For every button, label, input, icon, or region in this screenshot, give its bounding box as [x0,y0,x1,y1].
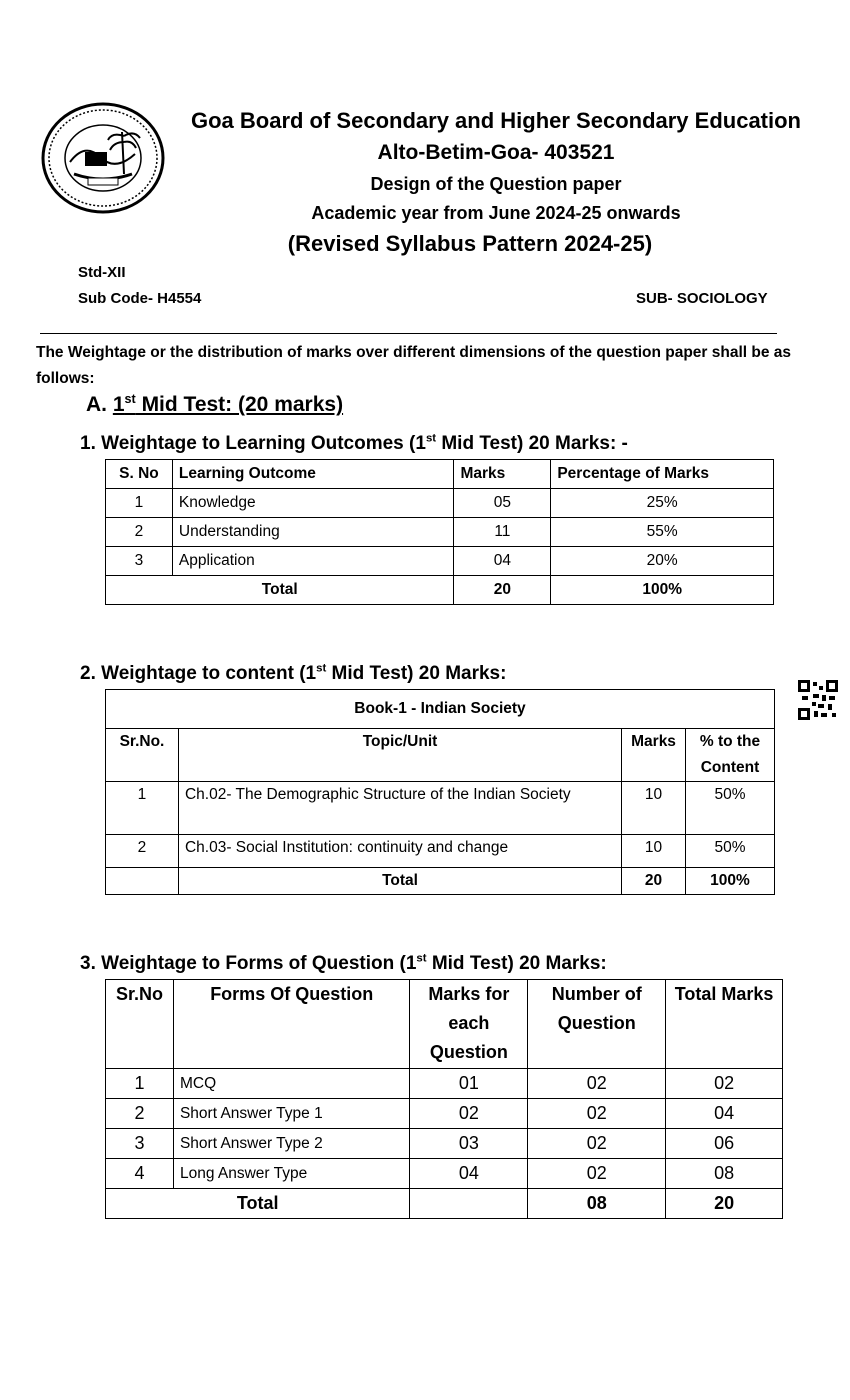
academic-year: Academic year from June 2024-25 onwards [311,203,681,223]
board-address: Alto-Betim-Goa- 403521 [377,141,615,164]
table-total-row: Total 08 20 [106,1189,783,1219]
section-a-heading: A. 1st Mid Test: (20 marks) [86,392,344,416]
table-total-row: Total 20 100% [106,576,774,605]
t2-heading: 2. Weightage to content (1st Mid Test) 20 Marks: [80,662,507,684]
table-row: 1 Knowledge 05 25% [106,489,774,518]
divider [40,333,777,334]
t1-heading: 1. Weightage to Learning Outcomes (1st Mid Test) 20 Marks: - [80,432,628,454]
table-total-row: Total 20 100% [106,868,775,895]
table-row: 3 Short Answer Type 2 03 02 06 [106,1129,783,1159]
table-row: 2 Short Answer Type 1 02 02 04 [106,1099,783,1129]
forms-of-question-table [105,979,783,1219]
table-row: 1 MCQ 01 02 02 [106,1069,783,1099]
sub-code: Sub Code- H4554 [78,290,202,307]
table-row: 2 Ch.03- Social Institution: continuity and change 10 50% [106,835,775,868]
table-header-row: Sr.No Forms Of Question Marks for each Question Number of Question Total Marks [106,980,783,1069]
table-row: 2 Understanding 11 55% [106,518,774,547]
table-row: 3 Application 04 20% [106,547,774,576]
learning-outcomes-table [105,459,774,605]
board-seal-icon [40,102,166,214]
content-weightage-table [105,689,775,895]
table-header-row: S. No Learning Outcome Marks Percentage of Marks [106,460,774,489]
table-header-row: Sr.No. Topic/Unit Marks % to the Content [106,729,775,782]
intro-text: The Weightage or the distribution of marks over different dimensions of the question paper shall be as follows: [36,344,792,387]
book-title-row: Book-1 - Indian Society [106,690,775,729]
table-row: 4 Long Answer Type 04 02 08 [106,1159,783,1189]
syllabus-pattern: (Revised Syllabus Pattern 2024-25) [287,231,653,256]
std-label: Std-XII [78,264,126,281]
table-row: 1 Ch.02- The Demographic Structure of the Indian Society 10 50% [106,782,775,835]
t3-heading: 3. Weightage to Forms of Question (1st Mid Test) 20 Marks: [80,952,607,974]
subject: SUB- SOCIOLOGY [636,290,768,307]
paper-design-title: Design of the Question paper [370,174,622,194]
qr-code-icon [798,680,838,720]
board-title: Goa Board of Secondary and Higher Secondary Education [190,108,801,133]
